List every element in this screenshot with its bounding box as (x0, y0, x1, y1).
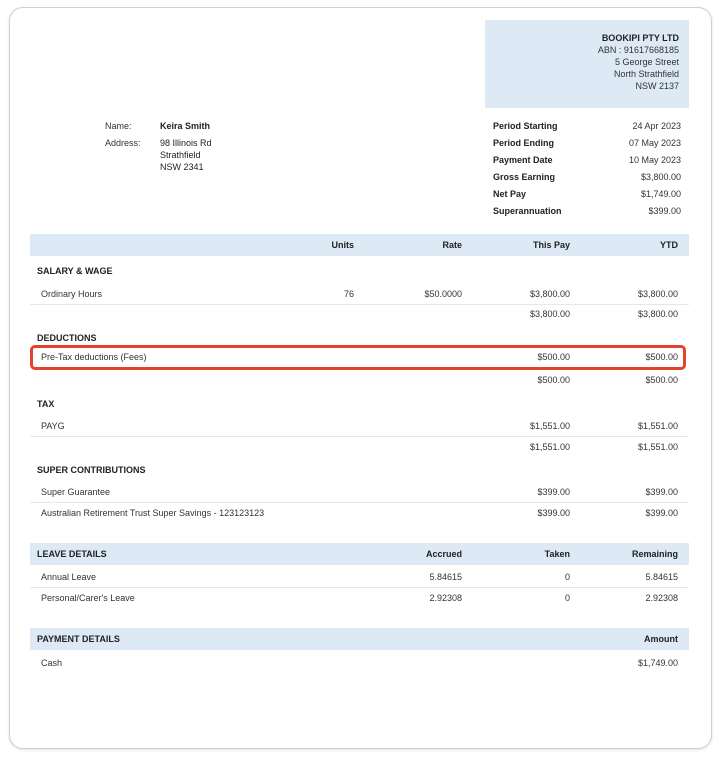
row-rate: $50.0000 (424, 289, 462, 299)
summary-value: 10 May 2023 (628, 155, 681, 165)
summary-row (493, 188, 681, 205)
row-this-pay: $399.00 (537, 508, 570, 518)
summary-value: 07 May 2023 (628, 138, 681, 148)
pay-summary (493, 120, 681, 222)
table-row (30, 570, 689, 588)
summary-value: $399.00 (648, 206, 681, 216)
table-row (30, 591, 689, 608)
row-description: Super Guarantee (41, 487, 111, 497)
table-row (30, 506, 689, 523)
summary-label: Period Starting (493, 121, 558, 131)
row-description: Ordinary Hours (41, 289, 103, 299)
section-title-super: SUPER CONTRIBUTIONS (37, 465, 146, 475)
company-abn: ABN : 91617668185 (597, 45, 679, 55)
summary-label: Superannuation (493, 206, 562, 216)
row-description: PAYG (41, 421, 65, 431)
row-description: Personal/Carer's Leave (41, 593, 135, 603)
row-amount: $1,749.00 (637, 658, 678, 668)
table-row (30, 656, 689, 673)
row-description: Australian Retirement Trust Super Savings - 123123123 (41, 508, 265, 518)
summary-label: Net Pay (493, 189, 527, 199)
company-address-line: North Strathfield (613, 69, 679, 79)
total-this-pay: $3,800.00 (529, 309, 570, 319)
total-this-pay: $1,551.00 (529, 442, 570, 452)
row-accrued: 5.84615 (429, 572, 462, 582)
total-ytd: $3,800.00 (637, 309, 678, 319)
section-title-tax: TAX (37, 399, 55, 409)
total-ytd: $1,551.00 (637, 442, 678, 452)
employee-address-line: Strathfield (160, 150, 201, 160)
remaining-header: Remaining (631, 549, 678, 559)
leave-header (30, 543, 689, 565)
section-total (30, 375, 689, 389)
pay-table-header (30, 234, 689, 256)
employee-name: Keira Smith (160, 121, 211, 131)
row-accrued: 2.92308 (429, 593, 462, 603)
name-label: Name: (105, 121, 132, 131)
summary-row (493, 154, 681, 171)
section-title-payment: PAYMENT DETAILS (37, 634, 120, 644)
row-description: Cash (41, 658, 63, 668)
table-row (30, 287, 689, 305)
row-remaining: 2.92308 (645, 593, 678, 603)
row-remaining: 5.84615 (645, 572, 678, 582)
highlight-box (30, 345, 686, 370)
company-address-line: 5 George Street (614, 57, 679, 67)
company-name: BOOKIPI PTY LTD (601, 33, 679, 43)
row-ytd: $3,800.00 (637, 289, 678, 299)
ytd-header: YTD (660, 240, 678, 250)
row-description: Annual Leave (41, 572, 97, 582)
row-ytd: $1,551.00 (637, 421, 678, 431)
table-row (30, 485, 689, 503)
summary-label: Period Ending (493, 138, 555, 148)
total-ytd: $500.00 (645, 375, 678, 385)
company-block (485, 20, 689, 108)
company-address-line: NSW 2137 (635, 81, 679, 91)
summary-value: $3,800.00 (640, 172, 681, 182)
address-label: Address: (105, 138, 141, 148)
row-taken: 0 (564, 593, 570, 603)
summary-row (493, 171, 681, 188)
row-ytd: $500.00 (645, 352, 678, 362)
row-ytd: $399.00 (645, 508, 678, 518)
employee-address-line: NSW 2341 (160, 162, 204, 172)
summary-value: $1,749.00 (640, 189, 681, 199)
rate-header: Rate (442, 240, 462, 250)
summary-row (493, 120, 681, 137)
summary-value: 24 Apr 2023 (632, 121, 681, 131)
summary-label: Payment Date (493, 155, 553, 165)
row-units: 76 (343, 289, 354, 299)
row-this-pay: $500.00 (537, 352, 570, 362)
accrued-header: Accrued (425, 549, 462, 559)
row-taken: 0 (564, 572, 570, 582)
section-title-deductions: DEDUCTIONS (37, 333, 97, 343)
table-row (30, 419, 689, 437)
summary-row (493, 205, 681, 222)
payment-header (30, 628, 689, 650)
row-ytd: $399.00 (645, 487, 678, 497)
row-this-pay: $1,551.00 (529, 421, 570, 431)
row-this-pay: $3,800.00 (529, 289, 570, 299)
summary-row (493, 137, 681, 154)
summary-label: Gross Earning (493, 172, 556, 182)
taken-header: Taken (544, 549, 570, 559)
employee-block (105, 120, 212, 173)
employee-address-line: 98 Illinois Rd (160, 138, 212, 148)
units-header: Units (331, 240, 354, 250)
section-title-salary: SALARY & WAGE (37, 266, 113, 276)
section-title-leave: LEAVE DETAILS (37, 549, 107, 559)
row-description: Pre-Tax deductions (Fees) (41, 352, 147, 362)
this-pay-header: This Pay (532, 240, 570, 250)
section-total (30, 442, 689, 456)
row-this-pay: $399.00 (537, 487, 570, 497)
total-this-pay: $500.00 (537, 375, 570, 385)
section-total (30, 309, 689, 323)
amount-header: Amount (644, 634, 678, 644)
